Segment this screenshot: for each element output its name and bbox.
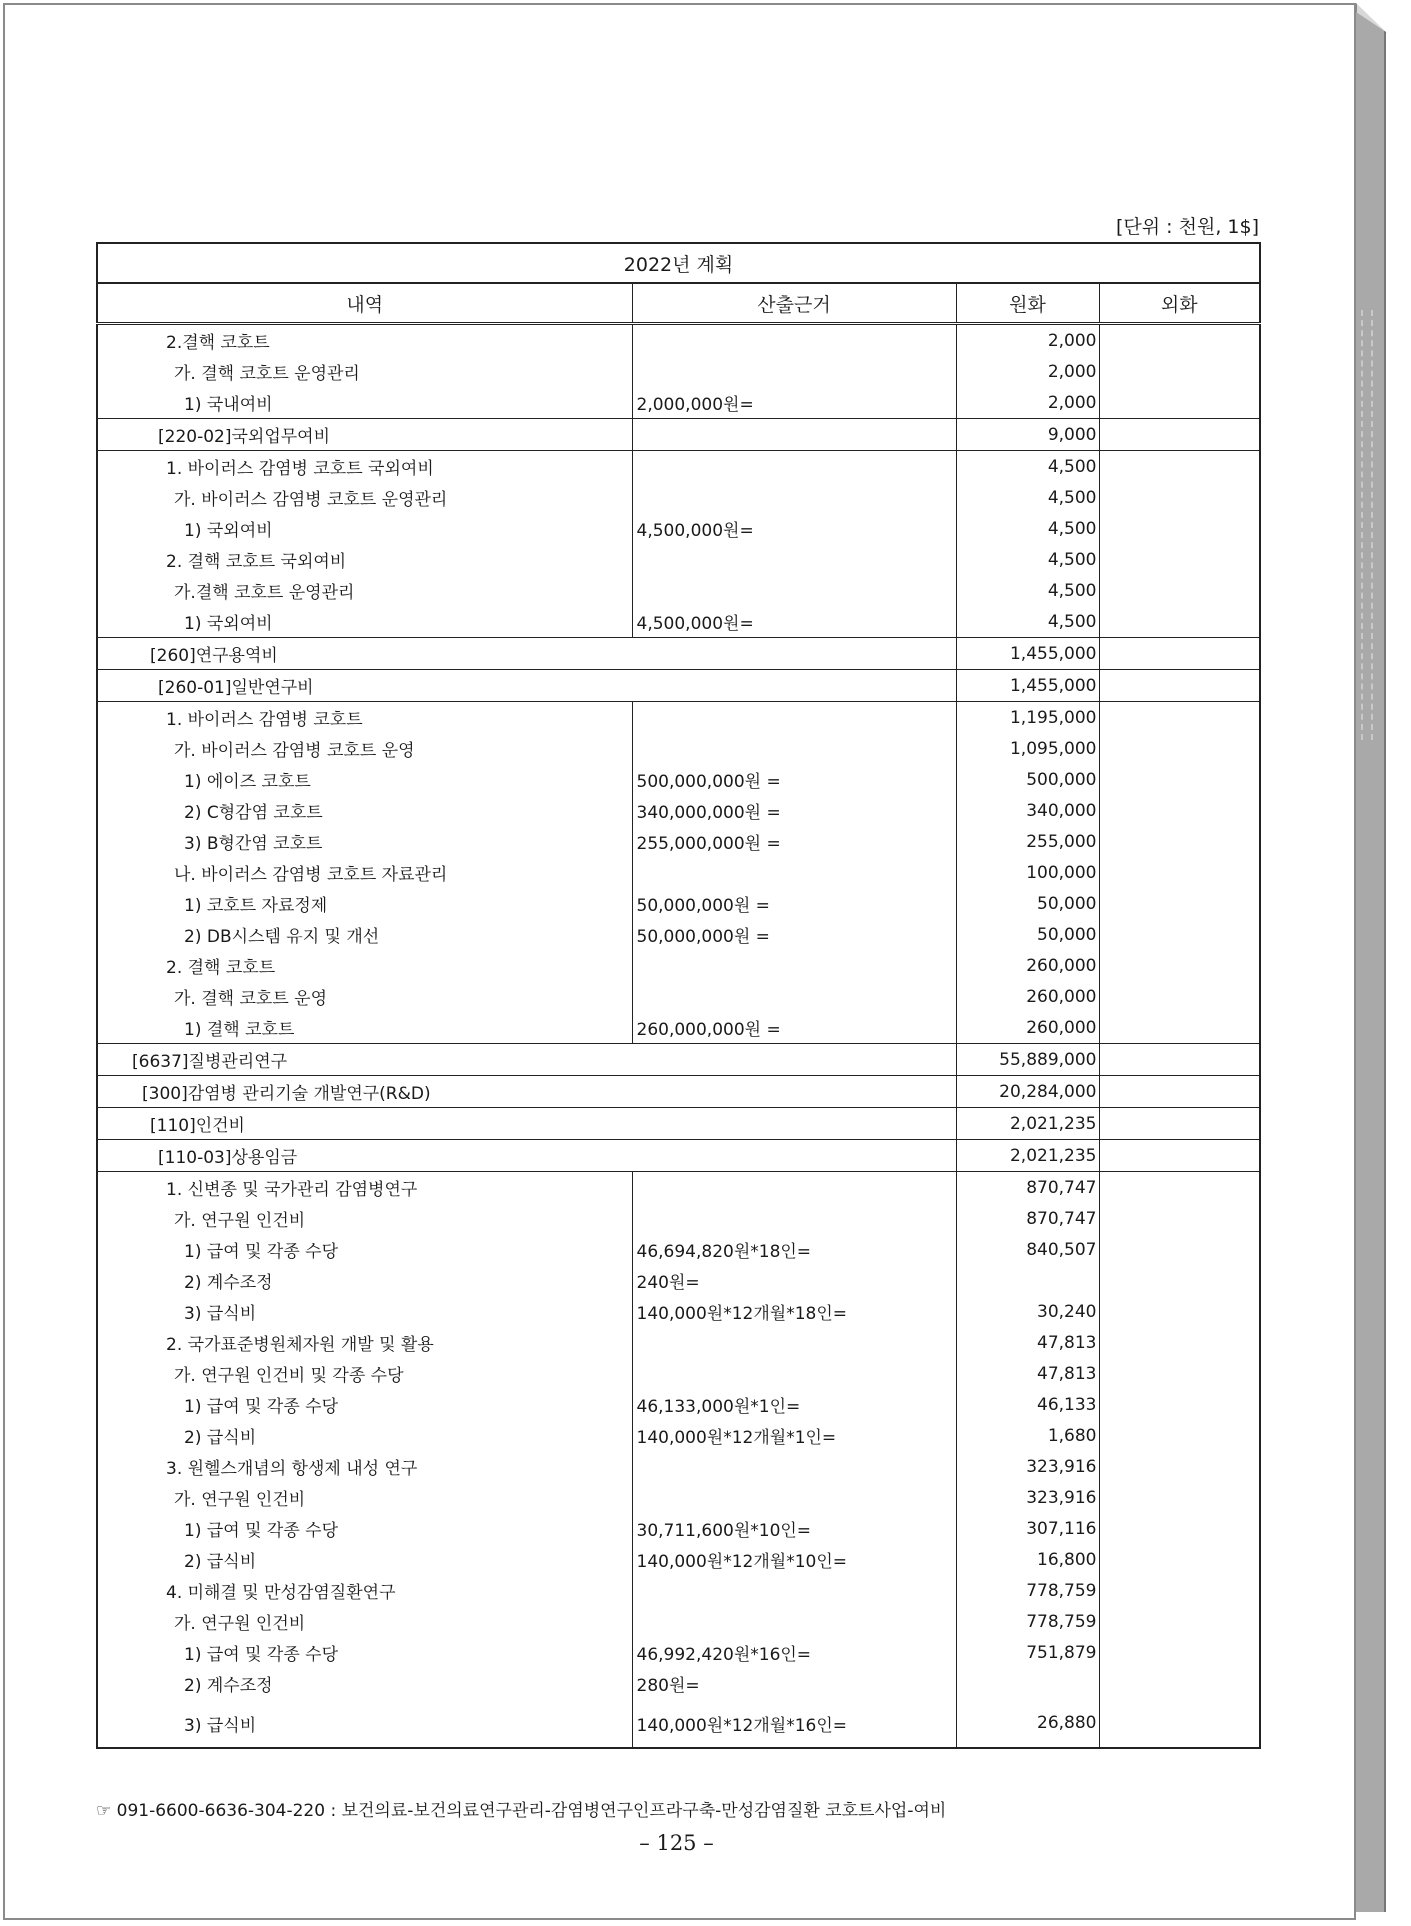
row-basis	[632, 575, 956, 606]
row-basis: 50,000,000원 =	[632, 919, 956, 950]
row-item: 나. 바이러스 감염병 코호트 자료관리	[97, 857, 632, 888]
table-row	[97, 1203, 1260, 1234]
table-row	[97, 1234, 1260, 1265]
row-item: 2) 계수조정	[97, 1265, 632, 1296]
table-body	[97, 324, 1260, 1749]
table-row	[97, 1668, 1260, 1699]
row-item: 3) 급식비	[97, 1296, 632, 1327]
row-item: 가. 결핵 코호트 운영	[97, 981, 632, 1012]
row-foreign	[1099, 981, 1260, 1012]
row-foreign	[1099, 919, 1260, 950]
row-foreign	[1099, 544, 1260, 575]
table-row	[97, 575, 1260, 606]
row-basis	[632, 1482, 956, 1513]
row-krw: 16,800	[956, 1544, 1099, 1575]
table-row	[97, 888, 1260, 919]
row-item: 1) 국내여비	[97, 387, 632, 419]
row-foreign	[1099, 451, 1260, 483]
row-foreign	[1099, 1203, 1260, 1234]
row-krw: 1,455,000	[956, 670, 1099, 702]
row-item: 2) 계수조정	[97, 1668, 632, 1699]
table-row	[97, 1482, 1260, 1513]
table-row	[97, 1012, 1260, 1044]
row-foreign	[1099, 670, 1260, 702]
row-krw: 50,000	[956, 919, 1099, 950]
table-row	[97, 1108, 1260, 1140]
row-basis: 46,992,420원*16인=	[632, 1637, 956, 1668]
row-foreign	[1099, 1140, 1260, 1172]
table-row	[97, 1606, 1260, 1637]
table-row	[97, 1358, 1260, 1389]
header-krw: 원화	[956, 283, 1099, 324]
row-foreign	[1099, 1544, 1260, 1575]
row-foreign	[1099, 1668, 1260, 1699]
row-item: 2. 국가표준병원체자원 개발 및 활용	[97, 1327, 632, 1358]
row-krw: 55,889,000	[956, 1044, 1099, 1076]
row-foreign	[1099, 950, 1260, 981]
row-foreign	[1099, 1265, 1260, 1296]
row-krw	[956, 1265, 1099, 1296]
table-row	[97, 1296, 1260, 1327]
page-edge-shadow	[1356, 12, 1386, 1912]
row-krw: 46,133	[956, 1389, 1099, 1420]
table-row	[97, 919, 1260, 950]
row-foreign	[1099, 575, 1260, 606]
row-krw: 340,000	[956, 795, 1099, 826]
row-item: 2.결핵 코호트	[97, 324, 632, 357]
row-item: 2) C형감염 코호트	[97, 795, 632, 826]
row-basis	[632, 981, 956, 1012]
table-row	[97, 606, 1260, 638]
row-foreign	[1099, 1358, 1260, 1389]
row-basis	[632, 857, 956, 888]
row-basis	[632, 419, 956, 451]
row-basis	[632, 544, 956, 575]
row-krw: 26,880	[956, 1699, 1099, 1748]
row-item: 1. 신변종 및 국가관리 감염병연구	[97, 1172, 632, 1204]
row-foreign	[1099, 1637, 1260, 1668]
row-item: 가. 결핵 코호트 운영관리	[97, 356, 632, 387]
header-foreign: 외화	[1099, 283, 1260, 324]
row-item: 1) 급여 및 각종 수당	[97, 1513, 632, 1544]
table-row	[97, 1513, 1260, 1544]
row-basis: 4,500,000원=	[632, 513, 956, 544]
row-foreign	[1099, 1327, 1260, 1358]
row-krw: 30,240	[956, 1296, 1099, 1327]
table-row	[97, 324, 1260, 357]
row-basis	[632, 324, 956, 357]
row-item: 4. 미해결 및 만성감염질환연구	[97, 1575, 632, 1606]
row-krw: 751,879	[956, 1637, 1099, 1668]
row-krw: 260,000	[956, 1012, 1099, 1044]
row-item: 1) 급여 및 각종 수당	[97, 1234, 632, 1265]
header-item: 내역	[97, 283, 632, 324]
row-krw: 323,916	[956, 1482, 1099, 1513]
page-number: – 125 –	[639, 1831, 714, 1855]
row-basis: 2,000,000원=	[632, 387, 956, 419]
row-item: 1) 국외여비	[97, 513, 632, 544]
row-foreign	[1099, 733, 1260, 764]
row-krw: 4,500	[956, 513, 1099, 544]
table-row	[97, 764, 1260, 795]
table-header-row	[97, 283, 1260, 324]
row-basis: 500,000,000원 =	[632, 764, 956, 795]
row-basis	[632, 1606, 956, 1637]
row-foreign	[1099, 702, 1260, 734]
row-foreign	[1099, 1513, 1260, 1544]
row-basis: 140,000원*12개월*16인=	[632, 1699, 956, 1748]
row-item: [260-01]일반연구비	[97, 670, 956, 702]
row-foreign	[1099, 1389, 1260, 1420]
row-krw: 870,747	[956, 1203, 1099, 1234]
row-item: 2) 급식비	[97, 1544, 632, 1575]
row-item: 2. 결핵 코호트 국외여비	[97, 544, 632, 575]
table-row	[97, 544, 1260, 575]
row-item: [260]연구용역비	[97, 638, 956, 670]
row-foreign	[1099, 764, 1260, 795]
table-row	[97, 1044, 1260, 1076]
table-row	[97, 387, 1260, 419]
row-foreign	[1099, 795, 1260, 826]
table-title: 2022년 계획	[97, 243, 1260, 283]
row-foreign	[1099, 1012, 1260, 1044]
row-krw: 50,000	[956, 888, 1099, 919]
row-krw: 778,759	[956, 1606, 1099, 1637]
row-foreign	[1099, 1575, 1260, 1606]
row-foreign	[1099, 324, 1260, 357]
row-foreign	[1099, 1606, 1260, 1637]
row-basis: 140,000원*12개월*18인=	[632, 1296, 956, 1327]
table-row	[97, 356, 1260, 387]
row-krw: 4,500	[956, 575, 1099, 606]
row-krw: 255,000	[956, 826, 1099, 857]
row-item: 가.결핵 코호트 운영관리	[97, 575, 632, 606]
row-item: 가. 바이러스 감염병 코호트 운영	[97, 733, 632, 764]
row-item: 1) 국외여비	[97, 606, 632, 638]
row-krw	[956, 1668, 1099, 1699]
row-item: 3) B형간염 코호트	[97, 826, 632, 857]
row-foreign	[1099, 638, 1260, 670]
row-basis	[632, 1358, 956, 1389]
row-basis: 140,000원*12개월*10인=	[632, 1544, 956, 1575]
row-basis	[632, 1172, 956, 1204]
row-foreign	[1099, 1699, 1260, 1748]
row-krw: 2,000	[956, 324, 1099, 357]
table-row	[97, 1699, 1260, 1748]
table-row	[97, 857, 1260, 888]
row-krw: 4,500	[956, 451, 1099, 483]
table-row	[97, 733, 1260, 764]
row-basis	[632, 702, 956, 734]
row-item: 1) 결핵 코호트	[97, 1012, 632, 1044]
row-krw: 1,095,000	[956, 733, 1099, 764]
row-krw: 1,455,000	[956, 638, 1099, 670]
row-item: 1) 에이즈 코호트	[97, 764, 632, 795]
table-row	[97, 1420, 1260, 1451]
row-krw: 2,021,235	[956, 1140, 1099, 1172]
row-basis	[632, 1451, 956, 1482]
row-item: [220-02]국외업무여비	[97, 419, 632, 451]
row-basis: 340,000,000원 =	[632, 795, 956, 826]
row-foreign	[1099, 482, 1260, 513]
table-row	[97, 1265, 1260, 1296]
row-foreign	[1099, 419, 1260, 451]
row-foreign	[1099, 513, 1260, 544]
table-row	[97, 1140, 1260, 1172]
row-krw: 47,813	[956, 1327, 1099, 1358]
row-item: 2) 급식비	[97, 1420, 632, 1451]
table-row	[97, 950, 1260, 981]
row-item: [110]인건비	[97, 1108, 956, 1140]
row-basis: 255,000,000원 =	[632, 826, 956, 857]
table-title-row	[97, 243, 1260, 283]
row-basis	[632, 451, 956, 483]
row-foreign	[1099, 1451, 1260, 1482]
row-foreign	[1099, 356, 1260, 387]
row-item: [6637]질병관리연구	[97, 1044, 956, 1076]
row-foreign	[1099, 888, 1260, 919]
row-krw: 2,000	[956, 356, 1099, 387]
table-row	[97, 1389, 1260, 1420]
row-basis	[632, 356, 956, 387]
row-krw: 870,747	[956, 1172, 1099, 1204]
row-basis: 260,000,000원 =	[632, 1012, 956, 1044]
row-krw: 2,021,235	[956, 1108, 1099, 1140]
table-row	[97, 513, 1260, 544]
row-item: 1) 코호트 자료정제	[97, 888, 632, 919]
row-krw: 1,680	[956, 1420, 1099, 1451]
row-item: 가. 연구원 인건비	[97, 1203, 632, 1234]
row-item: 가. 연구원 인건비 및 각종 수당	[97, 1358, 632, 1389]
row-foreign	[1099, 857, 1260, 888]
unit-label: [단위 : 천원, 1$]	[1116, 216, 1259, 238]
row-krw: 500,000	[956, 764, 1099, 795]
row-foreign	[1099, 1234, 1260, 1265]
row-foreign	[1099, 1076, 1260, 1108]
row-basis: 50,000,000원 =	[632, 888, 956, 919]
table-row	[97, 670, 1260, 702]
table-row	[97, 702, 1260, 734]
row-krw: 778,759	[956, 1575, 1099, 1606]
row-basis: 30,711,600원*10인=	[632, 1513, 956, 1544]
row-foreign	[1099, 1420, 1260, 1451]
row-krw: 260,000	[956, 981, 1099, 1012]
row-krw: 260,000	[956, 950, 1099, 981]
table-row	[97, 826, 1260, 857]
row-krw: 4,500	[956, 606, 1099, 638]
row-basis: 46,694,820원*18인=	[632, 1234, 956, 1265]
row-item: [300]감염병 관리기술 개발연구(R&D)	[97, 1076, 956, 1108]
table-row	[97, 981, 1260, 1012]
row-foreign	[1099, 1044, 1260, 1076]
row-item: 1) 급여 및 각종 수당	[97, 1389, 632, 1420]
row-basis	[632, 1203, 956, 1234]
row-foreign	[1099, 1296, 1260, 1327]
row-foreign	[1099, 387, 1260, 419]
table-row	[97, 1172, 1260, 1204]
row-foreign	[1099, 826, 1260, 857]
row-krw: 4,500	[956, 544, 1099, 575]
table-row	[97, 1575, 1260, 1606]
row-krw: 840,507	[956, 1234, 1099, 1265]
row-item: 1. 바이러스 감염병 코호트	[97, 702, 632, 734]
row-item: 가. 연구원 인건비	[97, 1606, 632, 1637]
row-foreign	[1099, 1108, 1260, 1140]
row-item: 2. 결핵 코호트	[97, 950, 632, 981]
row-item: 가. 연구원 인건비	[97, 1482, 632, 1513]
row-basis: 240원=	[632, 1265, 956, 1296]
row-basis	[632, 1575, 956, 1606]
table-row	[97, 1076, 1260, 1108]
table-row	[97, 1544, 1260, 1575]
row-item: 가. 바이러스 감염병 코호트 운영관리	[97, 482, 632, 513]
row-foreign	[1099, 1482, 1260, 1513]
row-krw: 1,195,000	[956, 702, 1099, 734]
row-basis: 140,000원*12개월*1인=	[632, 1420, 956, 1451]
table-row	[97, 638, 1260, 670]
row-item: 1. 바이러스 감염병 코호트 국외여비	[97, 451, 632, 483]
row-basis	[632, 482, 956, 513]
table-row	[97, 482, 1260, 513]
row-krw: 9,000	[956, 419, 1099, 451]
row-krw: 47,813	[956, 1358, 1099, 1389]
row-basis: 4,500,000원=	[632, 606, 956, 638]
page-edge-marks	[1361, 310, 1373, 740]
row-item: 1) 급여 및 각종 수당	[97, 1637, 632, 1668]
table-row	[97, 1637, 1260, 1668]
row-krw: 100,000	[956, 857, 1099, 888]
row-krw: 2,000	[956, 387, 1099, 419]
row-krw: 323,916	[956, 1451, 1099, 1482]
table-row	[97, 419, 1260, 451]
row-item: [110-03]상용임금	[97, 1140, 956, 1172]
row-krw: 20,284,000	[956, 1076, 1099, 1108]
row-krw: 307,116	[956, 1513, 1099, 1544]
row-basis	[632, 1327, 956, 1358]
row-item: 3. 원헬스개념의 항생제 내성 연구	[97, 1451, 632, 1482]
table-row	[97, 451, 1260, 483]
row-basis	[632, 950, 956, 981]
footnote: ☞ 091-6600-6636-304-220 : 보건의료-보건의료연구관리-감염병연구인프라구축-만성감염질환 코호트사업-여비	[96, 1801, 947, 1821]
row-krw: 4,500	[956, 482, 1099, 513]
table-row	[97, 1327, 1260, 1358]
budget-table	[96, 242, 1261, 1749]
table-row	[97, 795, 1260, 826]
row-foreign	[1099, 606, 1260, 638]
row-basis: 46,133,000원*1인=	[632, 1389, 956, 1420]
row-foreign	[1099, 1172, 1260, 1204]
table-row	[97, 1451, 1260, 1482]
row-basis: 280원=	[632, 1668, 956, 1699]
row-basis	[632, 733, 956, 764]
row-item: 3) 급식비	[97, 1699, 632, 1748]
row-item: 2) DB시스템 유지 및 개선	[97, 919, 632, 950]
header-basis: 산출근거	[632, 283, 956, 324]
